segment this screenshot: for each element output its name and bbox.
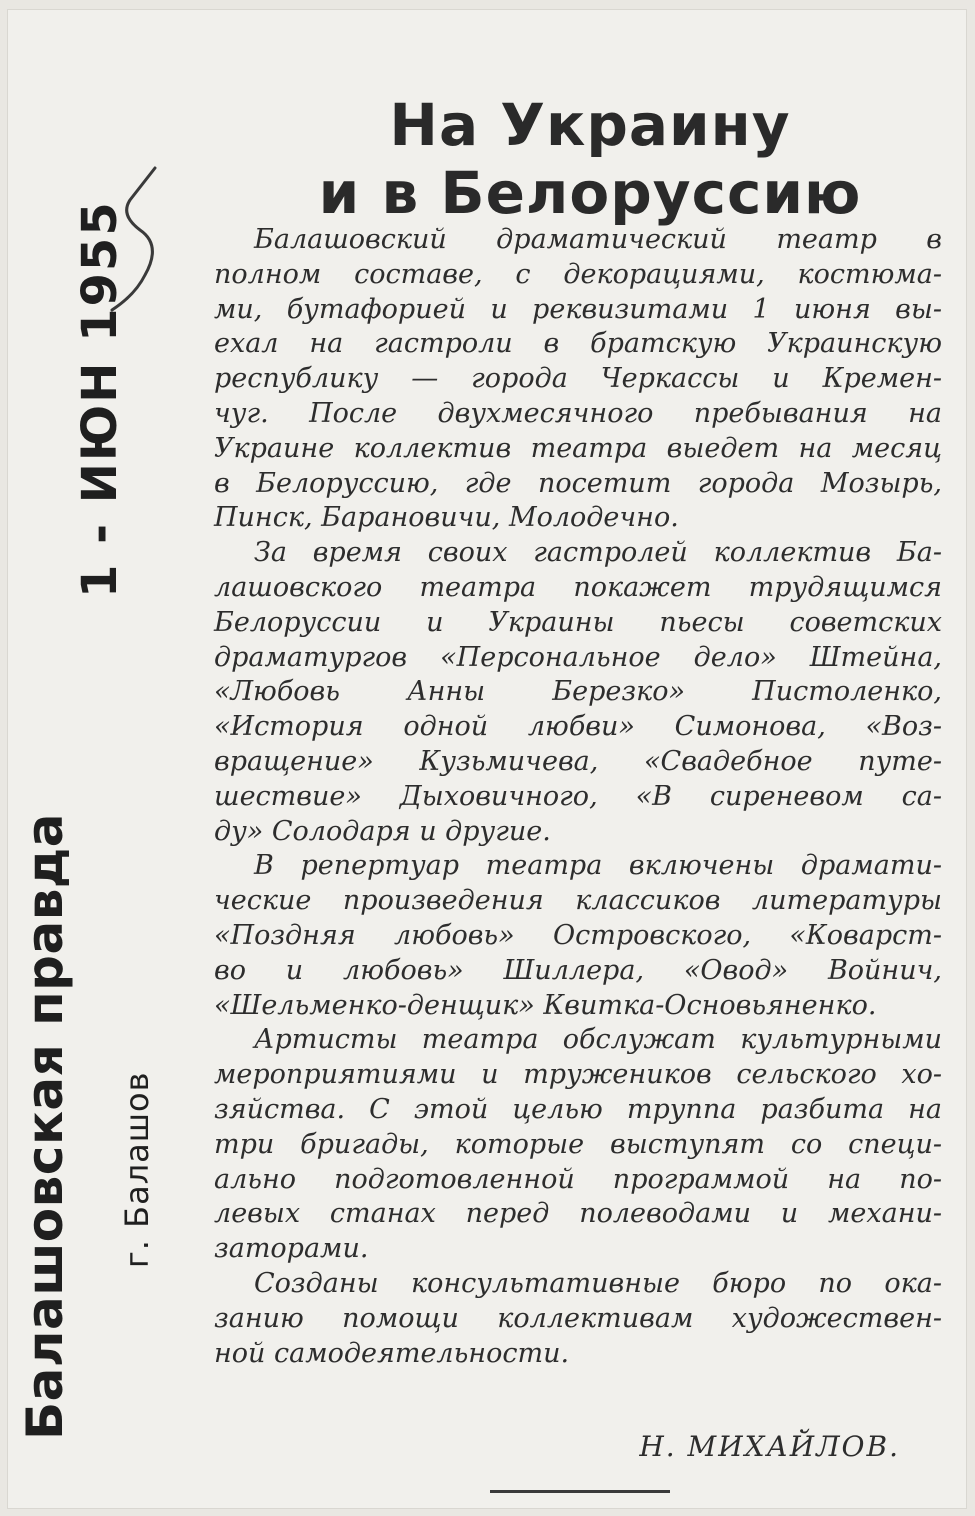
article-line: полном составе, с декорациями, костюма- bbox=[214, 258, 942, 290]
handwritten-mark-icon bbox=[100, 160, 180, 320]
article-line: «Поздняя любовь» Островского, «Коварст- bbox=[214, 919, 942, 951]
article-line: Украине коллектив театра выедет на месяц bbox=[214, 432, 942, 464]
article-line: ду» Солодаря и другие. bbox=[214, 815, 551, 847]
article-line: левых станах перед полеводами и механи- bbox=[214, 1198, 942, 1230]
article-line: Белоруссии и Украины пьесы советских bbox=[214, 606, 942, 638]
article-line: Артисты театра обслужат культурными bbox=[254, 1024, 942, 1056]
article-line: ной самодеятельности. bbox=[214, 1337, 570, 1369]
article-title-line-2: и в Белоруссию bbox=[318, 158, 862, 227]
article-line: шествие» Дыховичного, «В сиреневом са- bbox=[214, 780, 942, 812]
archive-stamp bbox=[0, 0, 190, 1516]
article-line: чуг. После двухмесячного пребывания на bbox=[214, 397, 942, 429]
article-author: Н. МИХАЙЛОВ. bbox=[639, 1430, 900, 1463]
article-line: «Шельменко-денщик» Квитка-Основьяненко. bbox=[214, 989, 877, 1021]
closing-rule bbox=[490, 1490, 670, 1493]
article-line: ехал на гастроли в братскую Украинскую bbox=[214, 328, 942, 360]
article-line: В репертуар театра включены драмати- bbox=[254, 850, 942, 882]
article-line: республику — города Черкассы и Кремен- bbox=[214, 363, 942, 395]
article-line: три бригады, которые выступят со специ- bbox=[214, 1128, 942, 1160]
article-line: ально подготовленной программой на по- bbox=[214, 1163, 942, 1195]
article-line: «Любовь Анны Березко» Пистоленко, bbox=[214, 676, 942, 708]
article-line: заторами. bbox=[214, 1233, 369, 1265]
stamp-city: г. Балашов bbox=[118, 1071, 156, 1268]
article-body bbox=[214, 223, 942, 1371]
article-title-line-1: На Украину bbox=[389, 90, 791, 159]
article-line: лашовского театра покажет трудящимся bbox=[214, 571, 942, 603]
article-line: Балашовский драматический театр в bbox=[254, 224, 942, 255]
article-line: зяйства. С этой целью труппа разбита на bbox=[214, 1093, 942, 1125]
article-line: занию помощи коллективам художествен- bbox=[214, 1302, 942, 1334]
article-line: Созданы консультативные бюро по ока- bbox=[254, 1267, 942, 1299]
article-line: вращение» Кузьмичева, «Свадебное путе- bbox=[214, 745, 942, 777]
article-line: За время своих гастролей коллектив Ба- bbox=[254, 537, 942, 569]
stamp-date: 1 - ИЮН 1955 bbox=[72, 200, 128, 598]
article-title bbox=[245, 91, 935, 227]
stamp-newspaper-name: Балашовская правда bbox=[16, 813, 74, 1440]
article-line: мероприятиями и тружеников сельского хо- bbox=[214, 1059, 942, 1091]
article-line: ческие произведения классиков литературы bbox=[214, 885, 942, 917]
article-line: Пинск, Барановичи, Молодечно. bbox=[214, 502, 679, 534]
article-line: «История одной любви» Симонова, «Воз- bbox=[214, 711, 942, 743]
article-line: драматургов «Персональное дело» Штейна, bbox=[214, 641, 942, 673]
article-line: ми, бутафорией и реквизитами 1 июня вы- bbox=[214, 293, 942, 325]
article-line: в Белоруссию, где посетит города Мозырь, bbox=[214, 467, 942, 499]
article-line: во и любовь» Шиллера, «Овод» Войнич, bbox=[214, 954, 942, 986]
